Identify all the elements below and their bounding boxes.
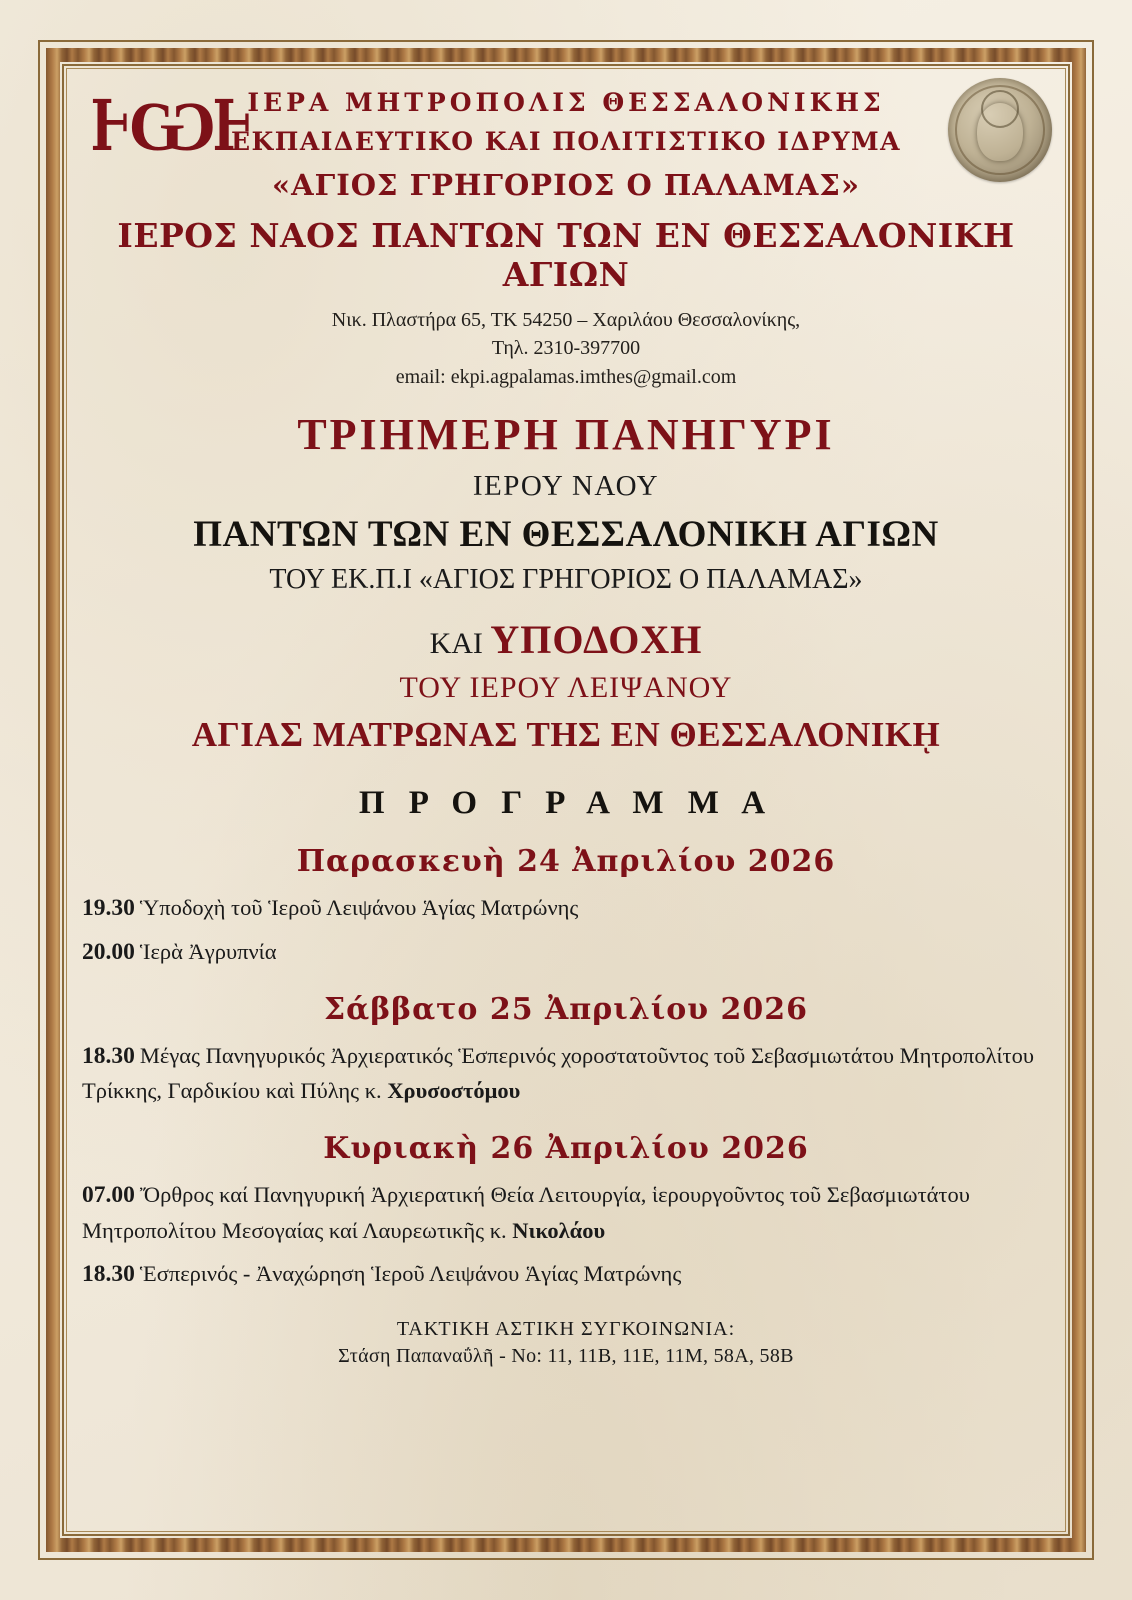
episcopal-seal-icon — [948, 78, 1052, 182]
reception-word: ΥΠΟΔΟΧΗ — [490, 617, 703, 663]
relic-line: ΤΟΥ ΙΕΡΟΥ ΛΕΙΨΑΝΟΥ — [399, 671, 733, 705]
entry-text: Ὄρθρος καί Πανηγυρική Ἀρχιερατική Θεία Λειτουργία, ἱερουργοῦντος τοῦ Σεβασμιωτάτου Μητροπολίτου Μεσογαίας καί Λαυρεωτικῆς κ. — [82, 1182, 970, 1243]
schedule-day-heading: Παρασκευὴ 24 Ἀπριλίου 2026 — [296, 844, 836, 880]
schedule-entry — [82, 883, 1050, 926]
contact-block — [76, 294, 1056, 391]
entry-text: Ἱερὰ Ἀγρυπνία — [139, 938, 277, 964]
transport-heading: ΤΑΚΤΙΚΗ ΑΣΤΙΚΗ ΣΥΓΚΟΙΝΩΝΙΑ: — [396, 1318, 736, 1341]
and-word: ΚΑΙ — [429, 627, 491, 661]
event-subtitle-1: ΙΕΡΟΥ ΝΑΟΥ — [472, 470, 660, 503]
entry-time: 18.30 — [82, 1043, 135, 1070]
header-block — [76, 72, 1056, 391]
event-main-title: ΤΡΙΗΜΕΡΗ ΠΑΝΗΓΥΡΙ — [297, 410, 835, 460]
phone-line: Τηλ. 2310-397700 — [491, 337, 641, 360]
entry-time: 07.00 — [82, 1182, 135, 1209]
event-subtitle-3: ΤΟΥ ΕΚ.Π.Ι «ΑΓΙΟΣ ΓΡΗΓΟΡΙΟΣ Ο ΠΑΛΑΜΑΣ» — [269, 564, 863, 596]
schedule-entry — [82, 927, 1050, 970]
entry-time: 18.30 — [82, 1260, 135, 1287]
transport-block — [76, 1292, 1056, 1368]
schedule-day-heading: Κυριακὴ 26 Ἀπριλίου 2026 — [323, 1131, 809, 1167]
seal-figure — [977, 103, 1023, 161]
schedule-day-entries — [76, 883, 1056, 970]
entry-officiant-name: Χρυσοστόμου — [387, 1078, 521, 1104]
entry-time: 19.30 — [82, 895, 135, 922]
entry-time: 20.00 — [82, 938, 135, 965]
poster-content — [76, 72, 1056, 1524]
schedule-entry — [82, 1249, 1050, 1292]
entry-text: Ὑποδοχὴ τοῦ Ἱεροῦ Λειψάνου Ἁγίας Ματρώνης — [139, 895, 579, 921]
entry-text: Ἑσπερινός - Ἀναχώρηση Ἱεροῦ Λειψάνου Ἁγίας Ματρώνης — [139, 1260, 682, 1286]
transport-stops: Στάση Παπαναΰλῆ - Νο: 11, 11Β, 11Ε, 11Μ, 58Α, 58Β — [338, 1345, 794, 1368]
email-line: email: ekpi.agpalamas.imthes@gmail.com — [395, 365, 737, 388]
foundation-title: ΕΚΠΑΙΔΕΥΤΙΚΟ ΚΑΙ ΠΟΛΙΤΙΣΤΙΚΟ ΙΔΡΥΜΑ — [230, 127, 902, 156]
entry-officiant-name: Νικολάου — [512, 1217, 606, 1243]
saint-line: ΑΓΙΑΣ ΜΑΤΡΩΝΑΣ ΤΗΣ ΕΝ ΘΕΣΣΑΛΟΝΙΚῌ — [191, 715, 941, 755]
foundation-name: «ΑΓΙΟΣ ΓΡΗΓΟΡΙΟΣ Ο ΠΑΛΑΜΑΣ» — [272, 168, 860, 202]
schedule-day-entries — [76, 1170, 1056, 1292]
programme-heading: Π Ρ Ο Γ Ρ Α Μ Μ Α — [358, 785, 774, 822]
schedule-day-entries — [76, 1031, 1056, 1109]
reception-line — [76, 596, 1056, 663]
schedule-entry — [82, 1031, 1050, 1109]
entry-text: Μέγας Πανηγυρικός Ἀρχιερατικός Ἑσπερινός χοροστατοῦντος τοῦ Σεβασμιωτάτου Μητροπολίτου Τρίκκης, Γαρδικίου καὶ Πύλης κ. — [82, 1043, 1034, 1104]
address-line: Νικ. Πλαστήρα 65, ΤΚ 54250 – Χαριλάου Θεσσαλονίκης, — [331, 309, 801, 331]
schedule-entry — [82, 1170, 1050, 1248]
schedule-day-heading: Σάββατο 25 Ἀπριλίου 2026 — [323, 992, 809, 1028]
metropolis-monogram-icon: ͰѠͰ — [90, 84, 244, 167]
church-name: ΙΕΡΟΣ ΝΑΟΣ ΠΑΝΤΩΝ ΤΩΝ ΕΝ ΘΕΣΣΑΛΟΝΙΚΗ ΑΓΙΩΝ — [117, 216, 1015, 294]
event-subtitle-2: ΠΑΝΤΩΝ ΤΩΝ ΕΝ ΘΕΣΣΑΛΟΝΙΚΗ ΑΓΙΩΝ — [193, 514, 939, 556]
metropolis-title: ΙΕΡΑ ΜΗΤΡΟΠΟΛΙΣ ΘΕΣΣΑΛΟΝΙΚΗΣ — [247, 88, 885, 117]
